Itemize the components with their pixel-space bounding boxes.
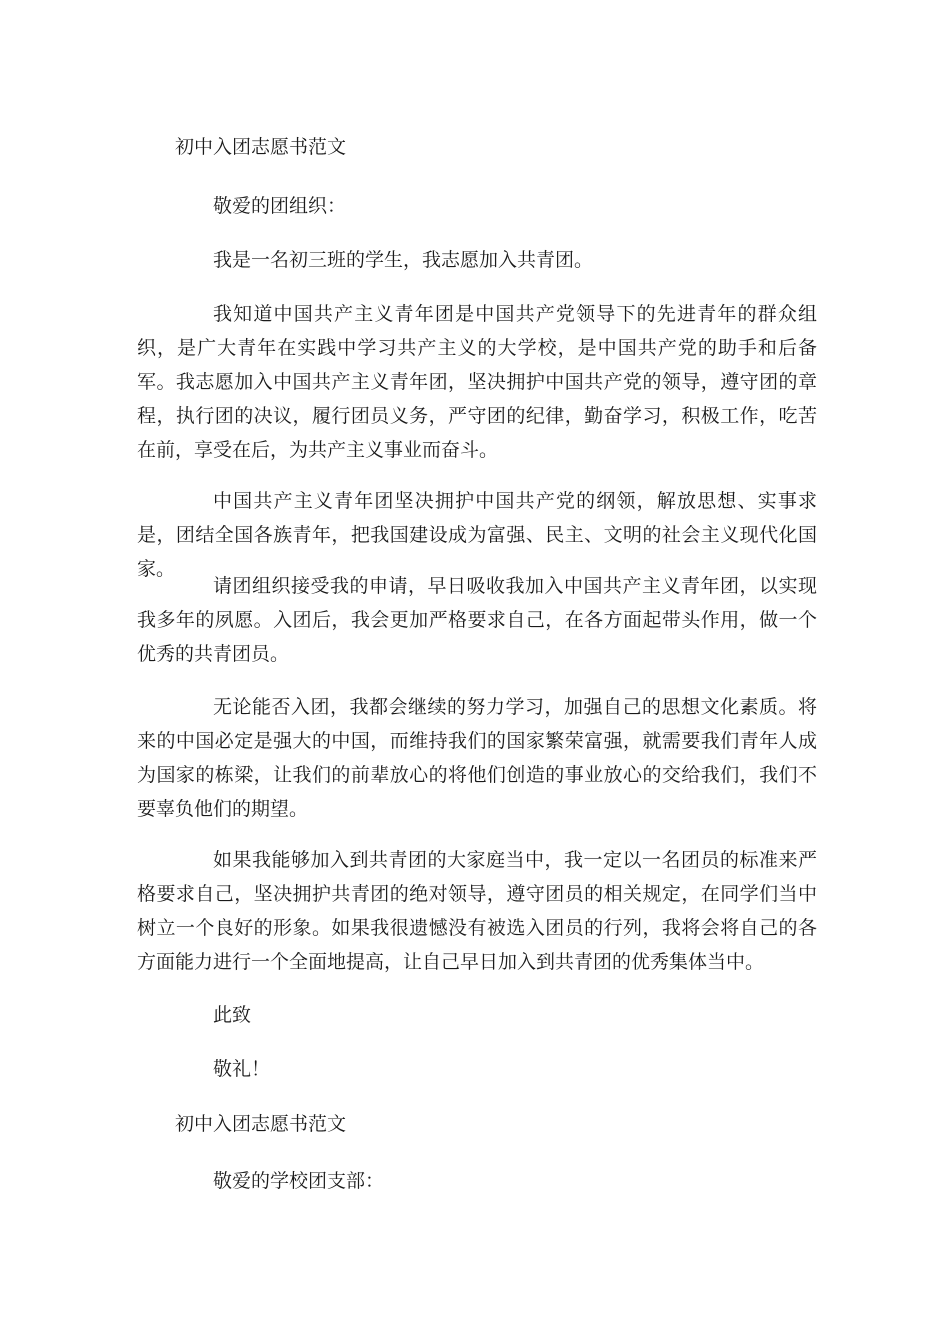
paragraph-body: 我知道中国共产主义青年团是中国共产党领导下的先进青年的群众组织，是广大青年在实践中学习共产主义的大学校，是中国共产党的助手和后备军。我志愿加入中国共产主义青年团，坚决拥护中国共产党的领导，遵守团的章程，执行团的决议，履行团员义务，严守团的纪律，勤奋学习，积极工作，吃苦在前，享受在后，为共产主义事业而奋斗。 [137,303,817,461]
salutation-2: 敬爱的学校团支部： [213,1170,385,1192]
paragraph-intro: 我是一名初三班的学生，我志愿加入共青团。 [213,249,594,271]
paragraph-body: 请团组织接受我的申请，早日吸收我加入中国共产主义青年团，以实现我多年的夙愿。入团后，我会更加严格要求自己，在各方面起带头作用，做一个优秀的共青团员。 [137,575,817,665]
closing-line: 此致 [213,1004,252,1026]
paragraph-body: 如果我能够加入到共青团的大家庭当中，我一定以一名团员的标准来严格要求自己，坚决拥护共青团的绝对领导，遵守团员的相关规定，在同学们当中树立一个良好的形象。如果我很遗憾没有被选入团员的行列，我将会将自己的各方面能力进行一个全面地提高，让自己早日加入到共青团的优秀集体当中。 [137,849,817,973]
salutation: 敬爱的团组织： [213,195,347,217]
paragraph-body: 中国共产主义青年团坚决拥护中国共产党的纲领，解放思想、实事求是，团结全国各族青年，把我国建设成为富强、民主、文明的社会主义现代化国家。 [137,490,817,580]
document-title-2: 初中入团志愿书范文 [175,1113,347,1135]
paragraph-body: 无论能否入团，我都会继续的努力学习，加强自己的思想文化素质。将来的中国必定是强大的中国，而维持我们的国家繁荣富强，就需要我们青年人成为国家的栋梁，让我们的前辈放心的将他们创造的事业放心的交给我们，我们不要辜负他们的期望。 [137,696,817,820]
document-title: 初中入团志愿书范文 [175,136,347,158]
closing-salute: 敬礼！ [213,1058,271,1080]
